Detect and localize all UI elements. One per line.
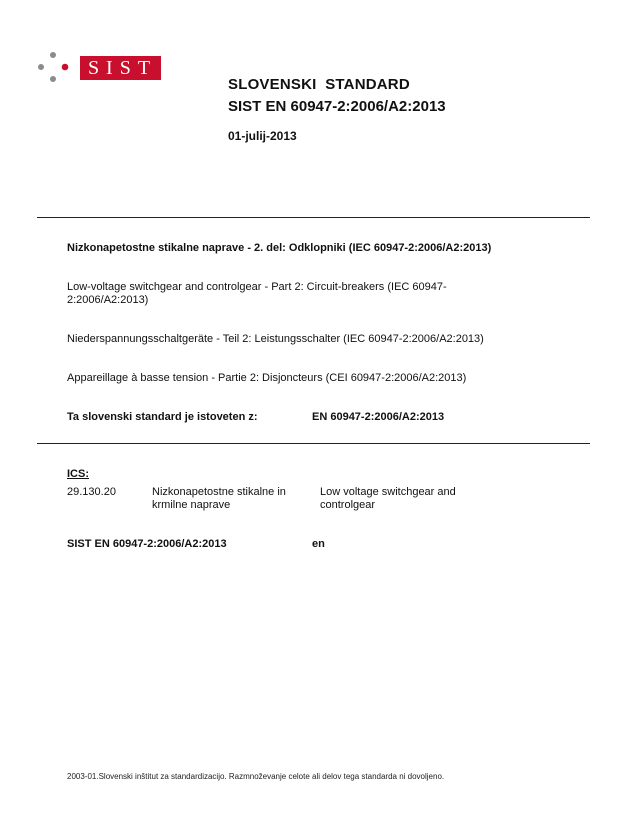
logo-dot-top (50, 52, 56, 58)
logo-dot-left (38, 64, 44, 70)
ics-description-en-line1: Low voltage switchgear and (320, 486, 456, 498)
ics-description-sl-line1: Nizkonapetostne stikalne in (152, 486, 286, 498)
identical-label: Ta slovenski standard je istoveten z: (67, 411, 258, 423)
top-divider (37, 217, 590, 218)
logo-dot-bottom (50, 76, 56, 82)
ics-code: 29.130.20 (67, 486, 116, 498)
title-german: Niederspannungsschaltgeräte - Teil 2: Leistungsschalter (IEC 60947-2:2006/A2:2013) (67, 333, 484, 345)
ics-heading: ICS: (67, 468, 89, 480)
title-english-line1: Low-voltage switchgear and controlgear - Part 2: Circuit-breakers (IEC 60947- (67, 281, 447, 293)
standard-code: SIST EN 60947-2:2006/A2:2013 (228, 98, 446, 115)
logo-dot-right (62, 64, 69, 71)
ics-description-sl-line2: krmilne naprave (152, 499, 231, 511)
title-slovenian: Nizkonapetostne stikalne naprave - 2. del: Odklopniki (IEC 60947-2:2006/A2:2013) (67, 242, 492, 254)
copyright-footer: 2003-01.Slovenski inštitut za standardizacijo. Razmnoževanje celote ali delov tega standarda ni dovoljeno. (67, 772, 445, 781)
bottom-divider (37, 443, 590, 444)
identical-value: EN 60947-2:2006/A2:2013 (312, 411, 445, 423)
title-english-line2: 2:2006/A2:2013) (67, 294, 149, 306)
title-french: Appareillage à basse tension - Partie 2: Disjoncteurs (CEI 60947-2:2006/A2:2013) (67, 372, 467, 384)
bottom-standard-code: SIST EN 60947-2:2006/A2:2013 (67, 538, 227, 550)
standard-heading: SLOVENSKI STANDARD (228, 76, 410, 93)
publication-date: 01-julij-2013 (228, 129, 297, 143)
sist-logo: SIST (80, 56, 161, 80)
sist-logo-dots (36, 50, 70, 84)
ics-description-en-line2: controlgear (320, 499, 376, 511)
document-language: en (312, 538, 325, 550)
